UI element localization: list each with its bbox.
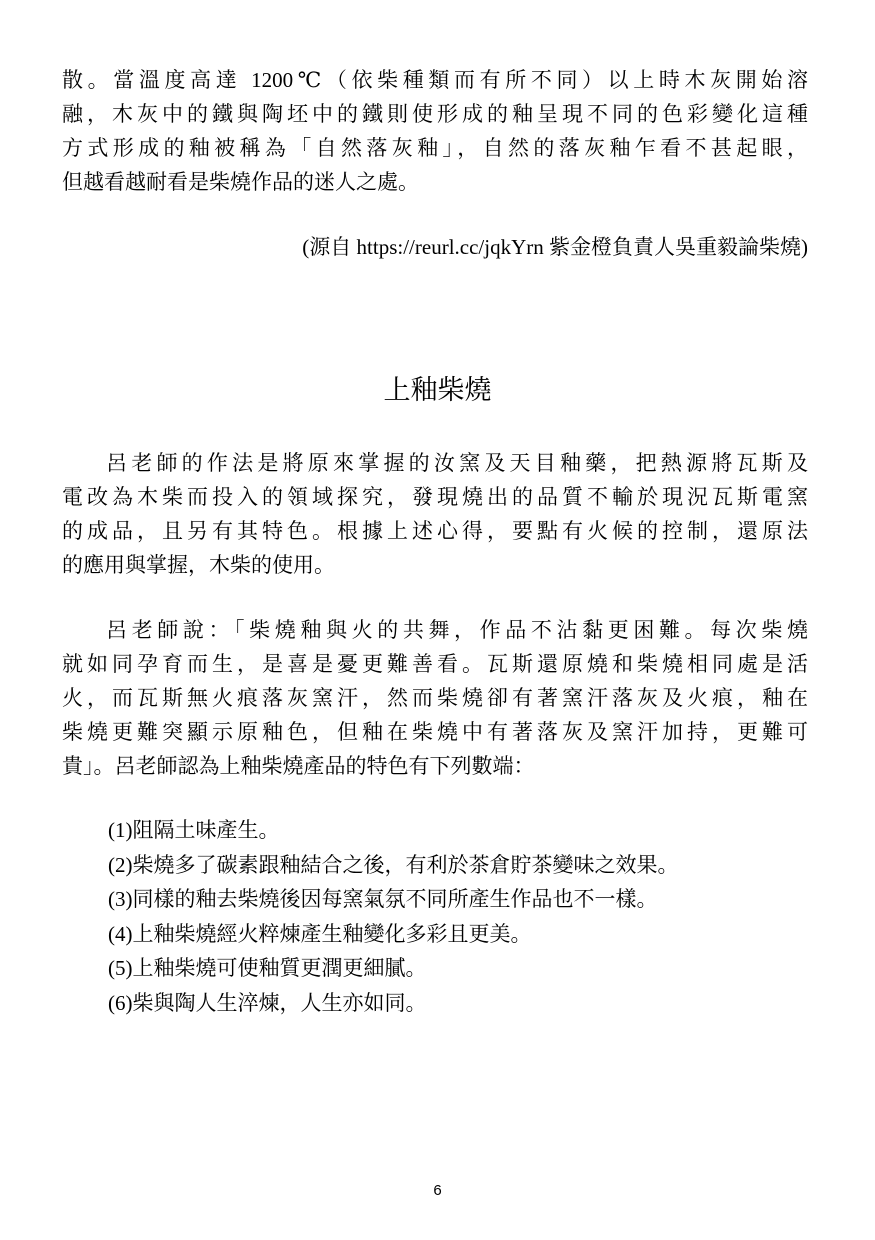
text-line: 散。當溫度高達 1200℃（依柴種類而有所不同）以上時木灰開始溶 [62, 68, 808, 92]
text-line: 的成品，且另有其特色。根據上述心得，要點有火候的控制，還原法 [62, 519, 808, 543]
list-item: (2)柴燒多了碳素跟釉結合之後，有利於茶倉貯茶變味之效果。 [108, 852, 679, 877]
paragraph-quote [62, 613, 808, 783]
paragraph-glaze-intro [62, 63, 808, 199]
text-line: 火，而瓦斯無火痕落灰窯汗，然而柴燒卻有著窯汗落灰及火痕，釉在 [62, 686, 808, 710]
text-line: 方式形成的釉被稱為「自然落灰釉」，自然的落灰釉乍看不甚起眼， [62, 136, 808, 160]
list-item: (3)同樣的釉去柴燒後因每窯氣氛不同所產生作品也不一樣。 [108, 887, 658, 911]
list-item: (6)柴與陶人生淬煉，人生亦如同。 [108, 990, 427, 1015]
feature-list [108, 813, 678, 1020]
text-line: 的應用與掌握，木柴的使用。 [62, 553, 335, 577]
list-item: (4)上釉柴燒經火粹煉產生釉變化多彩且更美。 [108, 921, 532, 946]
text-line: 貴」。呂老師認為上釉柴燒產品的特色有下列數端： [62, 754, 535, 778]
text-line: 呂老師的作法是將原來掌握的汝窯及天目釉藥，把熱源將瓦斯及 [106, 451, 808, 475]
section-heading: 上釉柴燒 [383, 375, 492, 405]
list-item: (5)上釉柴燒可使釉質更潤更細膩。 [108, 956, 427, 980]
text-line: 呂老師說：「柴燒釉與火的共舞，作品不沾黏更困難。每次柴燒 [106, 618, 808, 642]
list-item: (1)阻隔土味產生。 [108, 818, 280, 842]
text-line: 融，木灰中的鐵與陶坯中的鐵則使形成的釉呈現不同的色彩變化這種 [62, 102, 808, 126]
page-number: 6 [433, 1182, 442, 1199]
source-citation: (源自 https://reurl.cc/jqkYrn 紫金橙負責人吳重毅論柴燒) [302, 235, 808, 259]
text-line: 電改為木柴而投入的領域探究，發現燒出的品質不輸於現況瓦斯電窯 [62, 485, 808, 509]
paragraph-method [62, 446, 808, 582]
text-line: 就如同孕育而生，是喜是憂更難善看。瓦斯還原燒和柴燒相同處是活 [62, 652, 808, 676]
text-line: 但越看越耐看是柴燒作品的迷人之處。 [62, 170, 419, 194]
text-line: 柴燒更難突顯示原釉色，但釉在柴燒中有著落灰及窯汗加持，更難可 [62, 720, 808, 744]
